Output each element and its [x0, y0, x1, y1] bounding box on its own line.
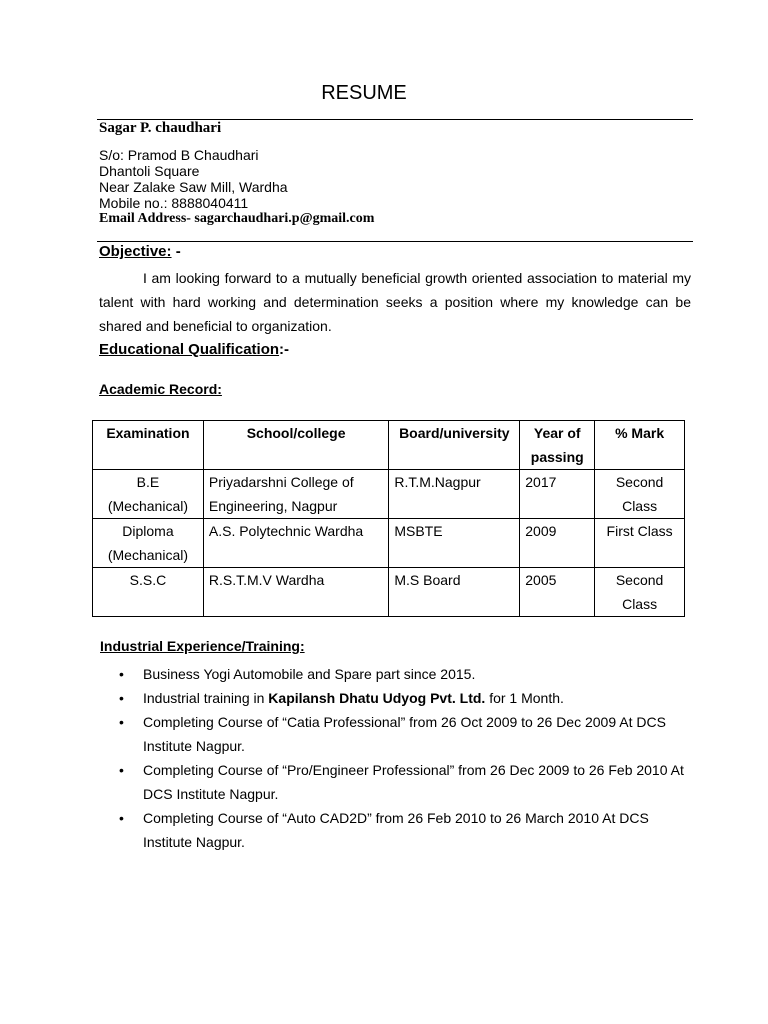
bullet-icon: • [119, 690, 124, 706]
objective-paragraph [99, 266, 691, 338]
industrial-experience-heading: Industrial Experience/Training: [100, 638, 305, 654]
table-row [93, 519, 685, 568]
list-item [119, 686, 699, 710]
table-cell: MSBTE [389, 519, 520, 568]
mobile-number: Mobile no.: 8888040411 [99, 195, 249, 211]
table-cell: 2009 [520, 519, 595, 568]
company-name: Kapilansh Dhatu Udyog Pvt. Ltd. [268, 690, 486, 706]
table-cell: Priyadarshni College of Engineering, Nagpur [203, 470, 388, 519]
bullet-icon: • [119, 714, 124, 730]
table-cell: 2017 [520, 470, 595, 519]
list-item [119, 662, 699, 686]
list-item [119, 806, 699, 854]
table-row [93, 470, 685, 519]
divider [97, 241, 693, 242]
list-item-text: Completing Course of “Pro/Engineer Professional” from 26 Dec 2009 to 26 Feb 2010 At DCS Institute Nagpur. [143, 762, 684, 802]
table-cell: Second Class [595, 568, 685, 617]
table-cell: Diploma (Mechanical) [93, 519, 204, 568]
bullet-icon: • [119, 810, 124, 826]
table-cell: S.S.C [93, 568, 204, 617]
education-heading [99, 341, 289, 358]
list-item-text: Business Yogi Automobile and Spare part since 2015. [143, 666, 476, 682]
column-header: Year of passing [520, 421, 595, 470]
list-item [119, 758, 699, 806]
list-item-text: Completing Course of “Catia Professional” from 26 Oct 2009 to 26 Dec 2009 At DCS Institute Nagpur. [143, 714, 666, 754]
table-cell: B.E (Mechanical) [93, 470, 204, 519]
training-list [119, 662, 699, 854]
objective-text: I am looking forward to a mutually beneficial growth oriented association to material my talent with hard working and determination seeks a position where my knowledge can be shared and beneficial to organization. [99, 270, 691, 334]
table-cell: 2005 [520, 568, 595, 617]
column-header: School/college [203, 421, 388, 470]
list-item-text-prefix: Industrial training in [143, 690, 269, 706]
list-item [119, 710, 699, 758]
address-line: S/o: Pramod B Chaudhari [99, 147, 259, 163]
objective-suffix: - [171, 243, 181, 260]
column-header: Examination [93, 421, 204, 470]
table-cell: First Class [595, 519, 685, 568]
list-item-text-suffix: for 1 Month. [485, 690, 564, 706]
table-cell: R.T.M.Nagpur [389, 470, 520, 519]
address-line: Dhantoli Square [99, 163, 200, 179]
education-suffix: :- [279, 341, 290, 358]
objective-label: Objective: [99, 243, 172, 260]
academic-record-heading: Academic Record: [99, 381, 222, 397]
bullet-icon: • [119, 666, 124, 682]
column-header: Board/university [389, 421, 520, 470]
page-title: RESUME [321, 82, 407, 104]
table-cell: Second Class [595, 470, 685, 519]
column-header: % Mark [595, 421, 685, 470]
table-cell: A.S. Polytechnic Wardha [203, 519, 388, 568]
education-label: Educational Qualification [99, 341, 280, 358]
bullet-icon: • [119, 762, 124, 778]
email-address: Email Address- sagarchaudhari.p@gmail.com [99, 211, 375, 226]
table-cell: M.S Board [389, 568, 520, 617]
list-item-text: Completing Course of “Auto CAD2D” from 26 Feb 2010 to 26 March 2010 At DCS Institute Nagpur. [143, 810, 649, 850]
contact-block [99, 147, 374, 227]
table-row [93, 568, 685, 617]
academic-record-table [92, 420, 685, 617]
table-cell: R.S.T.M.V Wardha [203, 568, 388, 617]
objective-heading [99, 243, 181, 260]
address-line: Near Zalake Saw Mill, Wardha [99, 179, 288, 195]
candidate-name: Sagar P. chaudhari [99, 120, 222, 136]
table-header-row [93, 421, 685, 470]
